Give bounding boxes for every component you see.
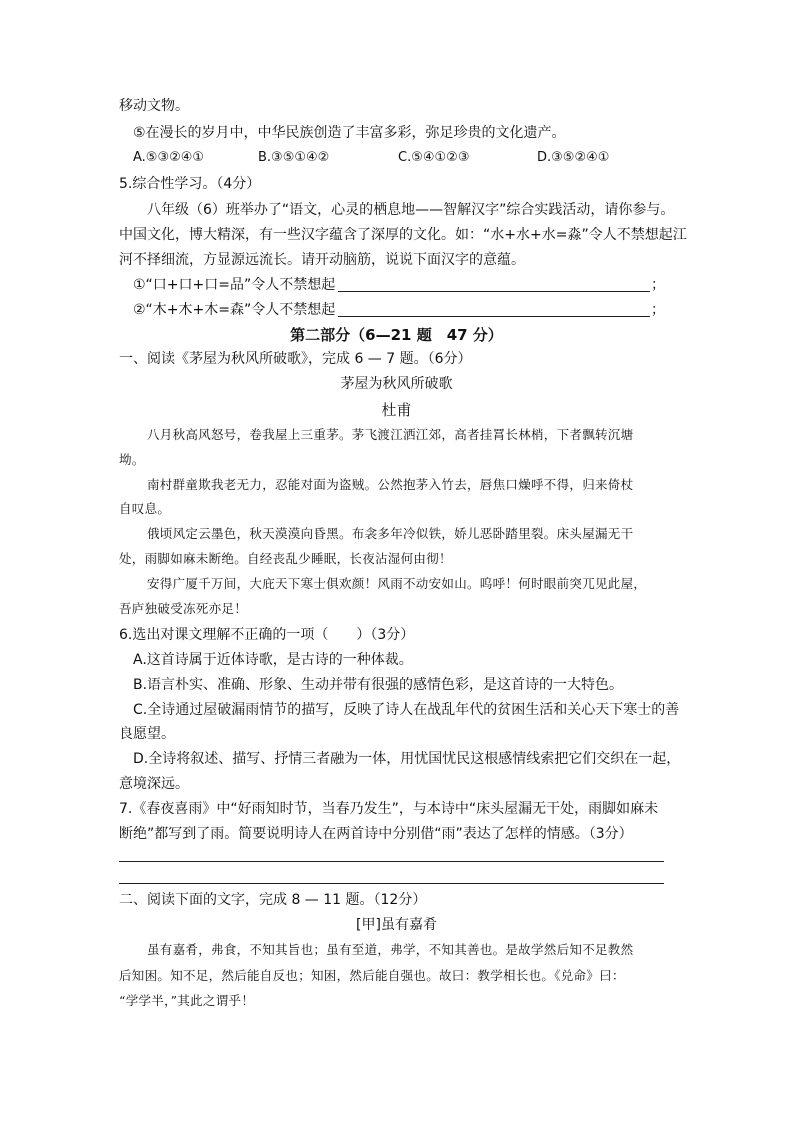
q7-answer-line-1[interactable] <box>119 861 664 862</box>
poem-line: 自叹息。 <box>119 501 171 516</box>
q5-answer-line-2[interactable] <box>338 316 650 317</box>
q6-option-c-cont: 良愿望。 <box>119 726 175 742</box>
text2-line: 后知困。知不足，然后能自反也；知困，然后能自强也。故曰：教学相长也。《兑命》曰： <box>119 968 625 983</box>
q6-option-d: D.全诗将叙述、描写、抒情三者融为一体，用忧国忧民这根感情线索把它们交织在一起， <box>133 751 681 767</box>
q4-option-d: D.③⑤②④① <box>537 150 610 165</box>
q6-option-d-cont: 意境深远。 <box>119 776 189 792</box>
q5-para-2: 中国文化，博大精深，有一些汉字蕴含了深厚的文化。如：“水+水+水=淼”令人不禁想起江 <box>119 227 687 243</box>
text2-title: [甲]虽有嘉肴 <box>356 917 437 933</box>
poem-line: 吾庐独破受冻死亦足！ <box>119 601 248 616</box>
q5-para-1: 八年级（6）班举办了“语文，心灵的栖息地——智解汉字”综合实践活动，请你参与。 <box>147 202 675 218</box>
q6-title: 6.选出对课文理解不正确的一项（ ）（3分） <box>119 627 415 643</box>
q7-line-2: 断绝”都写到了雨。简要说明诗人在两首诗中分别借“雨”表达了怎样的情感。（3分） <box>119 826 633 842</box>
q6-option-a: A.这首诗属于近体诗歌，是古诗的一种体裁。 <box>133 652 413 668</box>
q4-item-5: ⑤在漫长的岁月中，中华民族创造了丰富多彩，弥足珍贵的文化遗产。 <box>133 125 566 141</box>
q6-option-b: B.语言朴实、准确、形象、生动并带有很强的感情色彩，是这首诗的一大特色。 <box>133 677 624 693</box>
text2-line: 虽有嘉肴，弗食，不知其旨也；虽有至道，弗学，不知其善也。是故学然后知不足教然 <box>147 942 634 957</box>
poem-line: 南村群童欺我老无力，忍能对面为盗贼。公然抱茅入竹去，唇焦口燥呼不得，归来倚杖 <box>147 477 634 492</box>
q5-item-1: ①“口+口+口=品”令人不禁想起 <box>133 277 336 293</box>
poem-line: 坳。 <box>119 452 145 467</box>
q7-line-1: 7.《春夜喜雨》中“好雨知时节，当春乃发生”，与本诗中“床头屋漏无干处，雨脚如麻未 <box>119 801 659 817</box>
poem-line: 安得广厦千万间，大庇天下寒士俱欢颜！风雨不动安如山。呜呼！何时眼前突兀见此屋， <box>147 576 647 591</box>
q4-option-b: B.③⑤①④② <box>258 150 330 165</box>
section-1-heading: 一、阅读《茅屋为秋风所破歌》，完成 6 — 7 题。（6分） <box>119 351 472 367</box>
q7-answer-line-2[interactable] <box>119 883 664 884</box>
q5-title: 5.综合性学习。（4分） <box>119 176 261 192</box>
poem-author: 杜甫 <box>381 401 412 419</box>
q4-option-a: A.⑤③②④① <box>133 150 205 165</box>
poem-line: 八月秋高风怒号，卷我屋上三重茅。茅飞渡江洒江郊，高者挂罥长林梢，下者飘转沉塘 <box>147 427 634 442</box>
part2-heading: 第二部分（6—21 题 47 分） <box>290 326 503 344</box>
section-2-heading: 二、阅读下面的文字，完成 8 — 11 题。（12分） <box>119 892 427 908</box>
poem-title: 茅屋为秋风所破歌 <box>340 376 453 392</box>
q6-option-c: C.全诗通过屋破漏雨情节的描写，反映了诗人在战乱年代的贫困生活和关心天下寒士的善 <box>133 702 680 718</box>
q4-option-c: C.⑤④①②③ <box>398 150 470 165</box>
poem-line: 处，雨脚如麻未断绝。自经丧乱少睡眠，长夜沾湿何由彻！ <box>119 551 452 566</box>
q5-answer-line-1[interactable] <box>338 291 650 292</box>
q5-item-2: ②“木+木+木=森”令人不禁想起 <box>133 302 336 318</box>
text2-line: “学学半，”其此之谓乎！ <box>119 993 255 1008</box>
q5-end-mark-1: ； <box>651 277 665 293</box>
q4-continuation: 移动文物。 <box>119 98 189 114</box>
poem-line: 俄顷风定云墨色，秋天漠漠向昏黑。布衾多年冷似铁，娇儿恶卧踏里裂。床头屋漏无干 <box>147 526 634 541</box>
q5-para-3: 河不择细流，方显源远流长。请开动脑筋，说说下面汉字的意蕴。 <box>119 252 525 268</box>
q5-end-mark-2: ； <box>651 302 665 318</box>
